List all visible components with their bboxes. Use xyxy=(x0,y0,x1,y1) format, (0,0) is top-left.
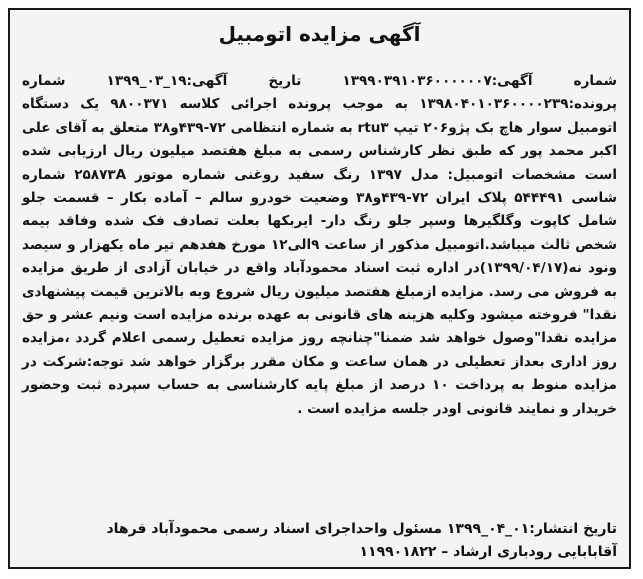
auction-notice xyxy=(8,8,631,569)
notice-body xyxy=(22,70,617,421)
notice-footer xyxy=(22,518,617,564)
signatory-line: آقابابایی رودباری ارشاد – ۱۱۹۹۰۱۸۲۲ xyxy=(359,544,617,560)
notice-paragraph: شماره آگهی:۱۳۹۹۰۳۹۱۰۳۶۰۰۰۰۰۰۷ تاریخ آگهی:۱۹_۰۳_۱۳۹۹ شماره پرونده:۱۳۹۸۰۴۰۱۰۳۶۰۰۰۰۲۳۹ به موجب پرونده اجرائی کلاسه ۹۸۰۰۳۷۱ یک دستگاه اتومبیل سوار هاچ بک پژو۲۰۶ تیپ rtu۳ به شماره انتظامی ۷۲-۴۳۹و۳۸ متعلق به آقای علی اکبر محمد پور که طبق نظر کارشناس رسمی به مبلغ هفتصد میلیون ریال ارزیابی شده است مشخصات اتومبیل: مدل ۱۳۹۷ رنگ سفید روغنی شماره موتور ۲۵۸۷۳A شماره شاسی ۵۴۴۴۹۱ پلاک ایران ۷۲-۴۳۹و۳۸ وضعیت خودرو سالم – آماده بکار – قسمت جلو شامل کاپوت وگلگیرها وسپر جلو رنگ دار- ایربکها بعلت تصادف فک شده وفاقد بیمه شخص ثالث میباشد.اتومبیل مذکور از ساعت ۹الی۱۲ مورخ هفدهم تیر ماه یکهزار و سیصد ونود نه(۱۳۹۹/۰۴/۱۷)در اداره ثبت اسناد محمودآباد واقع در خیابان آزادی از طریق مزایده به فروش می رسد. مزایده ازمبلغ هفتصد میلیون ریال شروع وبه بالاترین قیمت پیشنهادی نقدا" فروخته میشود وکلیه هزینه های قانونی به عهده برنده مزایده است ونیم عشر و حق مزایده نقدا"وصول خواهد شد ضمنا"چنانچه روز مزایده تعطیل رسمی اعلام گردد ،مزایده روز اداری بعداز تعطیلی در همان ساعت و مکان مقرر برگزار خواهد شد توجه:شرکت در مزایده منوط به پرداخت ۱۰ درصد از مبلغ پایه کارشناسی به حساب سپرده ثبت وحضور خریدار و نمایند قانونی اودر جلسه مزایده است . xyxy=(22,73,618,417)
notice-title: آگهی مزایده اتومبیل xyxy=(218,22,421,46)
publication-line: تاریخ انتشار:۰۱_۰۴_۱۳۹۹ مسئول واحداجرای اسناد رسمی محمودآباد فرهاد xyxy=(106,521,617,537)
